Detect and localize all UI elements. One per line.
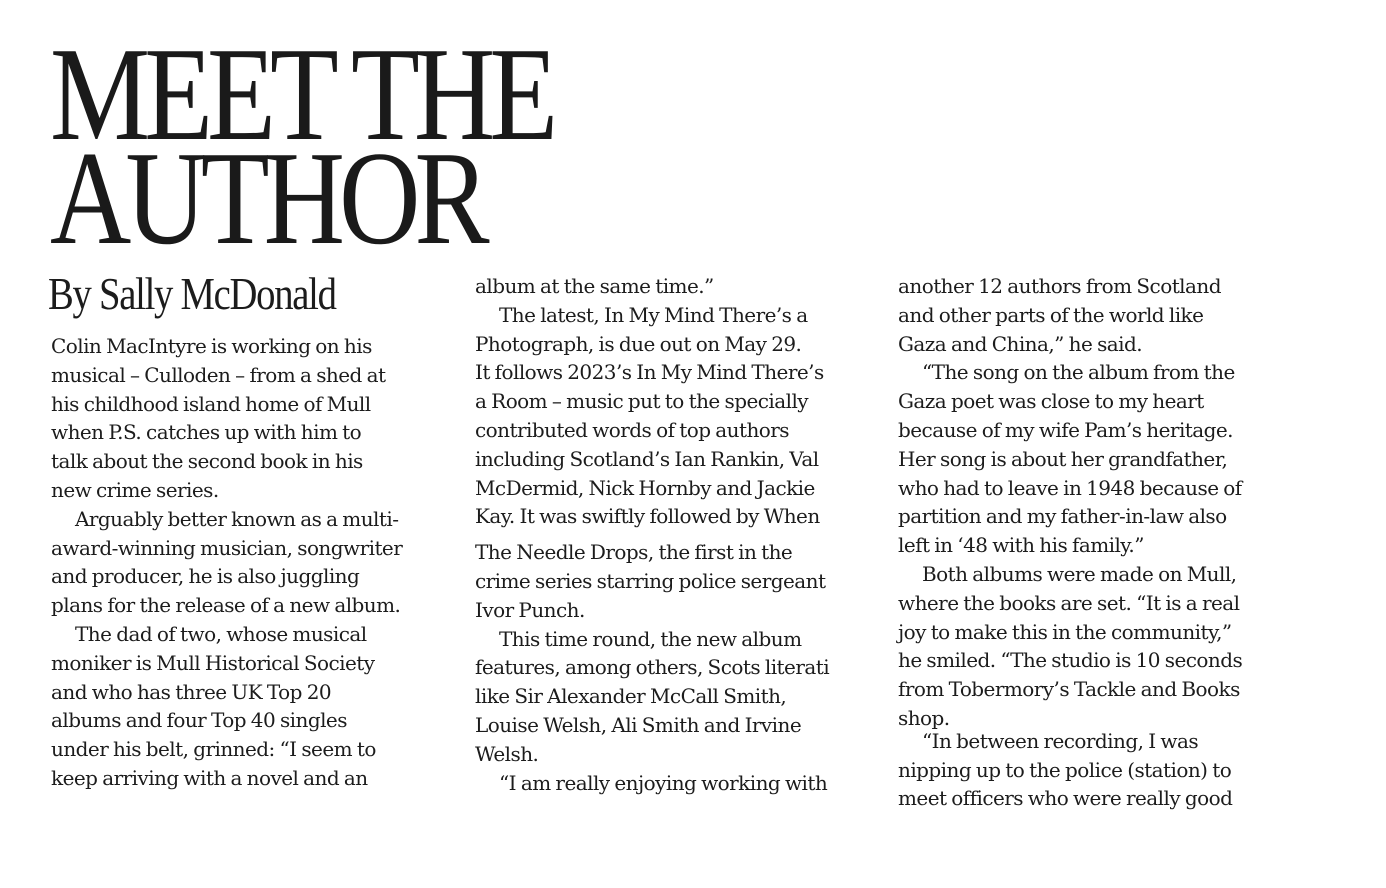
text-line: keep arriving with a novel and an: [51, 765, 368, 790]
text-line: albums and four Top 40 singles: [51, 708, 347, 733]
text-line: Photograph, is due out on May 29.: [475, 331, 802, 356]
paragraph-start-line: “I am really enjoying working with: [499, 770, 828, 795]
paragraph-start-line: “In between recording, I was: [922, 728, 1199, 753]
text-line: including Scotland’s Ian Rankin, Val: [475, 446, 819, 471]
headline-line-1: MEET THE: [50, 20, 553, 168]
text-line: McDermid, Nick Hornby and Jackie: [475, 475, 815, 500]
paragraph-start-line: “The song on the album from the: [922, 360, 1235, 385]
paragraph-start-line: This time round, the new album: [499, 626, 802, 651]
text-line: because of my wife Pam’s heritage.: [898, 417, 1233, 442]
text-line: he smiled. “The studio is 10 seconds: [898, 648, 1243, 673]
text-line: new crime series.: [51, 477, 219, 502]
text-line: Colin MacIntyre is working on his: [51, 334, 372, 358]
text-line: left in ‘48 with his family.”: [898, 533, 1144, 558]
text-line: partition and my father-in-law also: [898, 504, 1227, 529]
text-line: musical – Culloden – from a shed at: [51, 362, 386, 387]
text-line: Ivor Punch.: [475, 597, 585, 622]
text-line: features, among others, Scots literati: [475, 655, 830, 680]
text-line: joy to make this in the community,”: [898, 619, 1232, 644]
text-line: Welsh.: [475, 741, 539, 766]
byline: By Sally McDonald: [48, 268, 336, 319]
paragraph-start-line: The dad of two, whose musical: [75, 621, 367, 646]
text-line: Louise Welsh, Ali Smith and Irvine: [475, 712, 802, 737]
paragraph-start-line: The latest, In My Mind There’s a: [499, 302, 808, 327]
paragraph-start-line: Both albums were made on Mull,: [922, 561, 1237, 586]
text-line: nipping up to the police (station) to: [898, 757, 1232, 782]
text-line: talk about the second book in his: [51, 449, 363, 474]
text-line: another 12 authors from Scotland: [898, 274, 1221, 298]
text-line: crime series starring police sergeant: [475, 568, 826, 593]
text-line: meet officers who were really good: [898, 786, 1233, 811]
paragraph-start-line: Arguably better known as a multi-: [75, 506, 399, 531]
text-line: where the books are set. “It is a real: [898, 590, 1240, 615]
text-line: contributed words of top authors: [475, 417, 790, 442]
text-line: shop.: [898, 705, 950, 730]
text-line: from Tobermory’s Tackle and Books: [898, 677, 1240, 702]
text-line: album at the same time.”: [475, 274, 714, 298]
text-line: and other parts of the world like: [898, 302, 1204, 327]
text-line: when P.S. catches up with him to: [51, 420, 362, 445]
text-line: and who has three UK Top 20: [51, 679, 332, 704]
text-line: and producer, he is also juggling: [51, 564, 360, 589]
text-line: Gaza and China,” he said.: [898, 331, 1143, 356]
text-line: award-winning musician, songwriter: [51, 535, 403, 560]
text-line: under his belt, grinned: “I seem to: [51, 737, 376, 762]
text-line: a Room – music put to the specially: [475, 389, 809, 414]
text-line: who had to leave in 1948 because of: [898, 475, 1242, 500]
article-headline: [50, 20, 553, 272]
text-line: his childhood island home of Mull: [51, 391, 371, 416]
text-line: plans for the release of a new album.: [51, 593, 401, 618]
text-line: Gaza poet was close to my heart: [898, 389, 1204, 414]
text-line: moniker is Mull Historical Society: [51, 650, 375, 675]
article-column-1: [51, 332, 402, 793]
text-line: like Sir Alexander McCall Smith,: [475, 684, 787, 709]
text-line: Her song is about her grandfather,: [898, 446, 1228, 471]
text-line: The Needle Drops, the first in the: [475, 540, 793, 565]
text-line: It follows 2023’s In My Mind There’s: [475, 360, 824, 385]
article-column-3: [898, 272, 1242, 813]
article-column-2: [475, 272, 829, 797]
headline-line-2: AUTHOR: [50, 124, 484, 272]
text-line: Kay. It was swiftly followed by When: [475, 504, 820, 529]
